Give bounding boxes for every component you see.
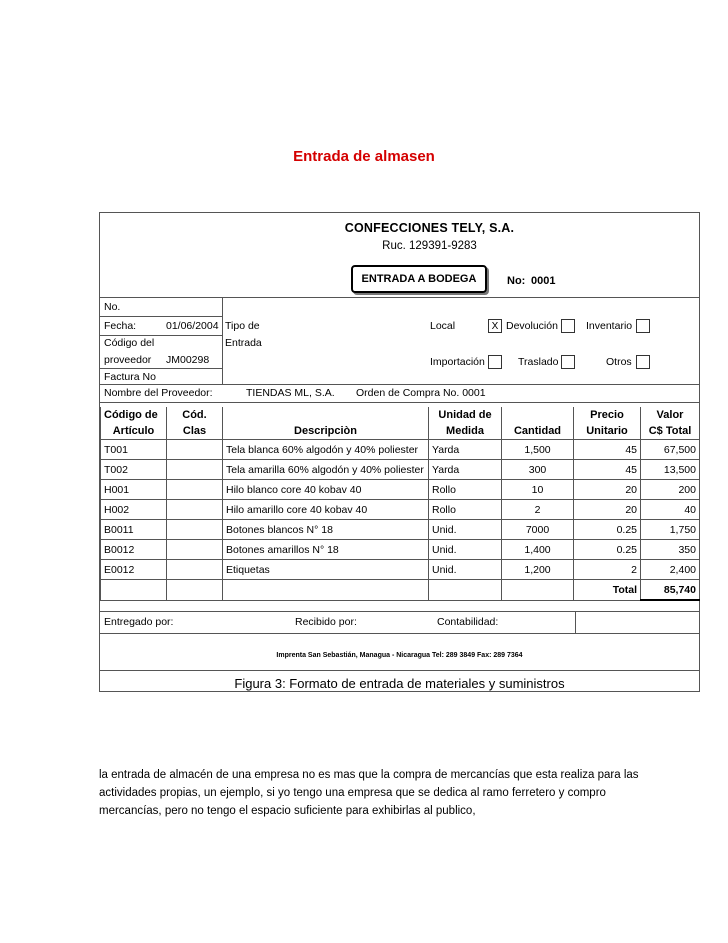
table-row-empty — [101, 580, 700, 601]
contabilidad-label: Contabilidad: — [437, 616, 499, 628]
row-precio: 0.25 — [574, 520, 641, 540]
local-label: Local — [430, 320, 456, 332]
table-header-row — [101, 407, 700, 423]
row-clas — [167, 500, 223, 520]
row-codigo: E0012 — [101, 560, 167, 580]
col-valor: Valor — [641, 407, 700, 423]
col-desc-top — [223, 407, 429, 423]
row-valor: 67,500 — [641, 440, 700, 460]
items-table — [100, 407, 700, 601]
row-precio: 2 — [574, 560, 641, 580]
fecha-value: 01/06/2004 — [166, 320, 219, 332]
row-cantidad: 2 — [502, 500, 574, 520]
table-row — [101, 540, 700, 560]
recibido-label: Recibido por: — [295, 616, 357, 628]
row-codigo: T002 — [101, 460, 167, 480]
table-row — [101, 440, 700, 460]
row-cantidad: 7000 — [502, 520, 574, 540]
entregado-label: Entregado por: — [104, 616, 174, 628]
row-descripcion: Etiquetas — [223, 560, 429, 580]
row-cantidad: 1,400 — [502, 540, 574, 560]
row-codigo: H002 — [101, 500, 167, 520]
row-descripcion: Botones blancos N° 18 — [223, 520, 429, 540]
warehouse-entry-form — [99, 212, 700, 692]
total-value: 85,740 — [641, 580, 700, 601]
otros-label: Otros — [606, 356, 632, 368]
table-header-row-2 — [101, 423, 700, 440]
row-clas — [167, 440, 223, 460]
inventario-label: Inventario — [586, 320, 633, 332]
company-name: CONFECCIONES TELY, S.A. — [344, 221, 515, 235]
proveedor-label: proveedor — [104, 354, 152, 366]
col-precio: Precio — [574, 407, 641, 423]
traslado-checkbox[interactable] — [561, 355, 575, 369]
otros-checkbox[interactable] — [636, 355, 650, 369]
row-valor: 1,750 — [641, 520, 700, 540]
col-clas: Clas — [167, 423, 223, 440]
form-number-value: 0001 — [531, 275, 556, 287]
row-precio: 45 — [574, 440, 641, 460]
row-descripcion: Botones amarillos N° 18 — [223, 540, 429, 560]
row-unidad: Unid. — [429, 520, 502, 540]
row-precio: 45 — [574, 460, 641, 480]
row-cantidad: 1,500 — [502, 440, 574, 460]
row-descripcion: Hilo blanco core 40 kobav 40 — [223, 480, 429, 500]
row-precio: 0.25 — [574, 540, 641, 560]
col-unidad: Unidad de — [429, 407, 502, 423]
row-clas — [167, 460, 223, 480]
fecha-label: Fecha: — [104, 320, 137, 332]
body-paragraph: la entrada de almacén de una empresa no es mas que la compra de mercancías que esta realiza para las actividades propias, un ejemplo, si yo tengo una empresa que se dedica al ramo ferretero y compro mercancías, pero no tengo el espacio suficiente para exhibirlas al publico, — [99, 769, 639, 817]
importacion-checkbox[interactable] — [488, 355, 502, 369]
page-title: Entrada de almasen — [293, 148, 435, 165]
row-valor: 2,400 — [641, 560, 700, 580]
row-valor: 40 — [641, 500, 700, 520]
proveedor-code-value: JM00298 — [166, 354, 210, 366]
col-articulo: Artículo — [101, 423, 167, 440]
devolucion-checkbox[interactable] — [561, 319, 575, 333]
row-codigo: B0011 — [101, 520, 167, 540]
table-row — [101, 500, 700, 520]
row-precio: 20 — [574, 480, 641, 500]
col-codigo: Código de — [101, 407, 167, 423]
row-descripcion: Hilo amarillo core 40 kobav 40 — [223, 500, 429, 520]
table-row — [101, 560, 700, 580]
orden-compra: Orden de Compra No. 0001 — [356, 387, 486, 399]
printer-info: Imprenta San Sebastián, Managua - Nicaragua Tel: 289 3849 Fax: 289 7364 — [276, 652, 523, 659]
row-unidad: Yarda — [429, 440, 502, 460]
row-codigo: B0012 — [101, 540, 167, 560]
col-cod: Cód. — [167, 407, 223, 423]
form-number-label: No: — [507, 275, 526, 287]
row-unidad: Rollo — [429, 480, 502, 500]
row-clas — [167, 480, 223, 500]
row-cantidad: 300 — [502, 460, 574, 480]
col-total: C$ Total — [641, 423, 700, 440]
company-ruc: Ruc. 129391-9283 — [382, 240, 477, 252]
row-descripcion: Tela amarilla 60% algodón y 40% poliester — [223, 460, 429, 480]
col-cantidad: Cantidad — [502, 423, 574, 440]
row-cantidad: 10 — [502, 480, 574, 500]
local-checkbox[interactable]: X — [488, 319, 502, 333]
col-medida: Medida — [429, 423, 502, 440]
row-valor: 13,500 — [641, 460, 700, 480]
col-cantidad-top — [502, 407, 574, 423]
row-clas — [167, 520, 223, 540]
total-label: Total — [574, 580, 641, 601]
nombre-proveedor-label: Nombre del Proveedor: — [104, 387, 213, 399]
row-clas — [167, 560, 223, 580]
row-unidad: Unid. — [429, 540, 502, 560]
row-unidad: Rollo — [429, 500, 502, 520]
no-label: No. — [104, 301, 121, 313]
codigo-proveedor-label: Código del — [104, 337, 155, 349]
row-unidad: Unid. — [429, 560, 502, 580]
inventario-checkbox[interactable] — [636, 319, 650, 333]
factura-label: Factura No — [104, 371, 156, 383]
row-cantidad: 1,200 — [502, 560, 574, 580]
table-row — [101, 480, 700, 500]
row-codigo: T001 — [101, 440, 167, 460]
form-header-section — [100, 297, 699, 402]
devolucion-label: Devolución — [506, 320, 558, 332]
caption-divider — [100, 670, 699, 671]
row-codigo: H001 — [101, 480, 167, 500]
traslado-label: Traslado — [518, 356, 559, 368]
col-unitario: Unitario — [574, 423, 641, 440]
row-clas — [167, 540, 223, 560]
table-row — [101, 460, 700, 480]
row-valor: 350 — [641, 540, 700, 560]
form-title-box: ENTRADA A BODEGA — [351, 265, 487, 293]
nombre-proveedor-value: TIENDAS ML, S.A. — [246, 387, 335, 399]
row-precio: 20 — [574, 500, 641, 520]
table-row — [101, 520, 700, 540]
row-unidad: Yarda — [429, 460, 502, 480]
tipo-entrada-label: Tipo de — [225, 320, 260, 332]
row-descripcion: Tela blanca 60% algodón y 40% poliester — [223, 440, 429, 460]
col-descripcion: Descripciòn — [223, 423, 429, 440]
figure-caption: Figura 3: Formato de entrada de materiales y suministros — [234, 676, 565, 691]
row-valor: 200 — [641, 480, 700, 500]
tipo-entrada-label-2: Entrada — [225, 337, 262, 349]
importacion-label: Importación — [430, 356, 485, 368]
